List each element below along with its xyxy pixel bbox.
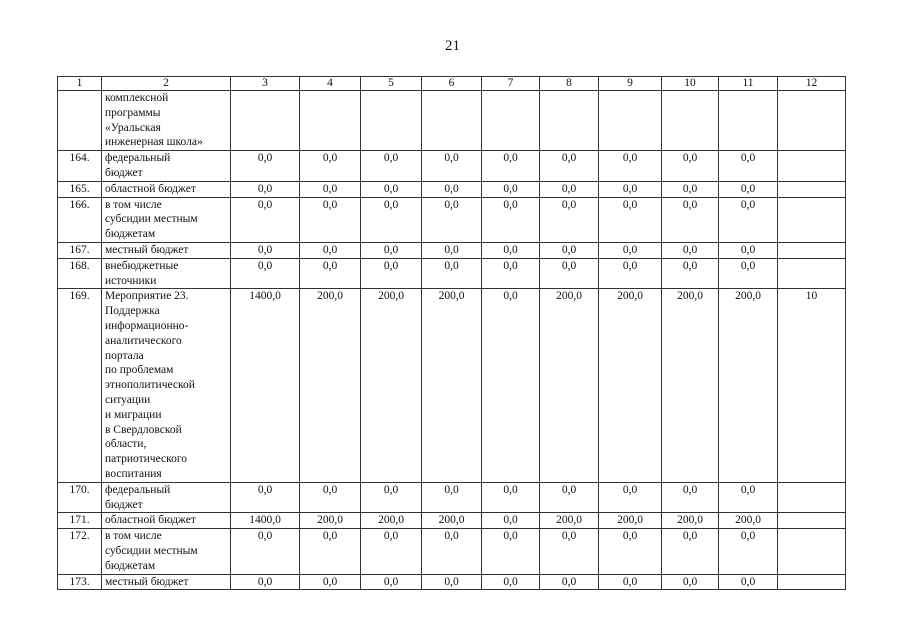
- value-cell-col-8: 0,0: [540, 258, 599, 289]
- value-cell-col-9: 0,0: [599, 482, 662, 513]
- description-line: бюджетам: [105, 228, 156, 241]
- value-cell-col-5: 0,0: [361, 258, 422, 289]
- description-line: портала: [105, 349, 144, 362]
- value-cell-col-6: 0,0: [422, 574, 482, 590]
- value-cell-col-7: [482, 91, 540, 151]
- value-cell-col-7: 0,0: [482, 482, 540, 513]
- description-line: Мероприятие 23.: [105, 290, 189, 303]
- table-row: [58, 513, 846, 529]
- value-cell-col-9: 0,0: [599, 574, 662, 590]
- value-cell-col-9: 0,0: [599, 242, 662, 258]
- value-cell-col-11: 0,0: [719, 151, 778, 182]
- value-cell-col-12: [778, 91, 846, 151]
- value-cell-col-10: 200,0: [662, 513, 719, 529]
- value-cell-col-8: 200,0: [540, 513, 599, 529]
- column-header-6: 6: [422, 77, 482, 91]
- value-cell-col-10: 0,0: [662, 181, 719, 197]
- value-cell-col-6: 0,0: [422, 258, 482, 289]
- value-cell-col-3: [231, 91, 300, 151]
- value-cell-col-7: 0,0: [482, 242, 540, 258]
- row-description: [102, 242, 231, 258]
- value-cell-col-10: 0,0: [662, 574, 719, 590]
- column-header-12: 12: [778, 77, 846, 91]
- value-cell-col-7: 0,0: [482, 151, 540, 182]
- description-line: этнополитической: [105, 379, 195, 392]
- row-number: 170.: [58, 482, 102, 513]
- value-cell-col-4: 200,0: [300, 289, 361, 482]
- value-cell-col-6: 0,0: [422, 529, 482, 574]
- value-cell-col-9: [599, 91, 662, 151]
- value-cell-col-9: 0,0: [599, 151, 662, 182]
- row-number: 171.: [58, 513, 102, 529]
- row-number: 169.: [58, 289, 102, 482]
- value-cell-col-10: 0,0: [662, 258, 719, 289]
- row-description: [102, 197, 231, 242]
- column-header-10: 10: [662, 77, 719, 91]
- row-number: 166.: [58, 197, 102, 242]
- value-cell-col-11: [719, 91, 778, 151]
- table-row: [58, 151, 846, 182]
- value-cell-col-4: [300, 91, 361, 151]
- column-header-3: 3: [231, 77, 300, 91]
- value-cell-col-7: 0,0: [482, 197, 540, 242]
- description-line: и миграции: [105, 408, 162, 421]
- table-row: [58, 91, 846, 151]
- page-number: 21: [445, 38, 460, 54]
- value-cell-col-7: 0,0: [482, 289, 540, 482]
- description-line: в том числе: [105, 198, 162, 211]
- table-row: [58, 529, 846, 574]
- row-number: 165.: [58, 181, 102, 197]
- description-line: патриотического: [105, 453, 188, 466]
- value-cell-col-12: [778, 482, 846, 513]
- value-cell-col-7: 0,0: [482, 513, 540, 529]
- column-header-11: 11: [719, 77, 778, 91]
- value-cell-col-11: 0,0: [719, 197, 778, 242]
- description-line: бюджетам: [105, 559, 156, 572]
- value-cell-col-3: 1400,0: [231, 513, 300, 529]
- description-line: программы: [105, 106, 161, 119]
- description-line: в том числе: [105, 530, 162, 543]
- value-cell-col-12: 10: [778, 289, 846, 482]
- value-cell-col-11: 0,0: [719, 258, 778, 289]
- value-cell-col-11: 0,0: [719, 181, 778, 197]
- value-cell-col-12: [778, 513, 846, 529]
- value-cell-col-9: 0,0: [599, 197, 662, 242]
- table-body: [58, 91, 846, 590]
- value-cell-col-5: 0,0: [361, 482, 422, 513]
- value-cell-col-11: 200,0: [719, 513, 778, 529]
- description-line: в Свердловской: [105, 423, 182, 436]
- table-row: [58, 242, 846, 258]
- value-cell-col-8: 0,0: [540, 482, 599, 513]
- row-description: [102, 513, 231, 529]
- value-cell-col-10: 0,0: [662, 151, 719, 182]
- value-cell-col-9: 0,0: [599, 258, 662, 289]
- description-line: аналитического: [105, 334, 182, 347]
- description-line: субсидии местным: [105, 544, 198, 557]
- description-line: источники: [105, 274, 157, 287]
- description-line: бюджет: [105, 498, 143, 511]
- value-cell-col-8: 0,0: [540, 197, 599, 242]
- value-cell-col-7: 0,0: [482, 529, 540, 574]
- value-cell-col-4: 0,0: [300, 258, 361, 289]
- value-cell-col-12: [778, 181, 846, 197]
- value-cell-col-4: 0,0: [300, 529, 361, 574]
- value-cell-col-7: 0,0: [482, 574, 540, 590]
- table-row: [58, 181, 846, 197]
- description-line: субсидии местным: [105, 213, 198, 226]
- description-line: по проблемам: [105, 364, 174, 377]
- value-cell-col-8: 0,0: [540, 574, 599, 590]
- row-description: [102, 574, 231, 590]
- value-cell-col-3: 0,0: [231, 574, 300, 590]
- value-cell-col-11: 200,0: [719, 289, 778, 482]
- description-line: инженерная школа»: [105, 136, 203, 149]
- value-cell-col-3: 1400,0: [231, 289, 300, 482]
- value-cell-col-7: 0,0: [482, 181, 540, 197]
- value-cell-col-12: [778, 258, 846, 289]
- table-row: [58, 574, 846, 590]
- row-description: [102, 482, 231, 513]
- value-cell-col-5: [361, 91, 422, 151]
- value-cell-col-6: 0,0: [422, 242, 482, 258]
- description-line: информационно-: [105, 319, 189, 332]
- value-cell-col-10: 0,0: [662, 482, 719, 513]
- row-description: [102, 91, 231, 151]
- description-line: воспитания: [105, 467, 162, 480]
- value-cell-col-5: 0,0: [361, 242, 422, 258]
- value-cell-col-5: 0,0: [361, 574, 422, 590]
- value-cell-col-9: 0,0: [599, 181, 662, 197]
- value-cell-col-5: 0,0: [361, 529, 422, 574]
- row-number: [58, 91, 102, 151]
- row-number: 168.: [58, 258, 102, 289]
- value-cell-col-8: 0,0: [540, 242, 599, 258]
- value-cell-col-7: 0,0: [482, 258, 540, 289]
- description-line: комплексной: [105, 92, 169, 104]
- value-cell-col-4: 0,0: [300, 151, 361, 182]
- description-line: внебюджетные: [105, 259, 179, 272]
- row-description: [102, 529, 231, 574]
- value-cell-col-12: [778, 242, 846, 258]
- description-line: местный бюджет: [105, 575, 189, 588]
- value-cell-col-4: 0,0: [300, 482, 361, 513]
- value-cell-col-3: 0,0: [231, 151, 300, 182]
- value-cell-col-3: 0,0: [231, 529, 300, 574]
- value-cell-col-10: 200,0: [662, 289, 719, 482]
- value-cell-col-4: 200,0: [300, 513, 361, 529]
- value-cell-col-11: 0,0: [719, 482, 778, 513]
- description-line: «Уральская: [105, 121, 161, 134]
- table-row: [58, 197, 846, 242]
- row-number: 172.: [58, 529, 102, 574]
- value-cell-col-6: 0,0: [422, 482, 482, 513]
- value-cell-col-11: 0,0: [719, 574, 778, 590]
- value-cell-col-8: 0,0: [540, 181, 599, 197]
- description-line: ситуации: [105, 393, 151, 406]
- column-header-1: 1: [58, 77, 102, 91]
- value-cell-col-8: 200,0: [540, 289, 599, 482]
- row-description: [102, 258, 231, 289]
- table-row: [58, 289, 846, 482]
- value-cell-col-9: 0,0: [599, 529, 662, 574]
- row-description: [102, 289, 231, 482]
- row-number: 167.: [58, 242, 102, 258]
- column-header-5: 5: [361, 77, 422, 91]
- value-cell-col-6: 200,0: [422, 513, 482, 529]
- row-number: 164.: [58, 151, 102, 182]
- row-description: [102, 181, 231, 197]
- description-line: областной бюджет: [105, 514, 196, 527]
- value-cell-col-6: 200,0: [422, 289, 482, 482]
- value-cell-col-11: 0,0: [719, 242, 778, 258]
- value-cell-col-12: [778, 529, 846, 574]
- value-cell-col-8: 0,0: [540, 529, 599, 574]
- description-line: бюджет: [105, 166, 143, 179]
- value-cell-col-3: 0,0: [231, 197, 300, 242]
- value-cell-col-5: 200,0: [361, 513, 422, 529]
- value-cell-col-6: [422, 91, 482, 151]
- value-cell-col-6: 0,0: [422, 197, 482, 242]
- value-cell-col-5: 0,0: [361, 197, 422, 242]
- value-cell-col-11: 0,0: [719, 529, 778, 574]
- column-header-9: 9: [599, 77, 662, 91]
- header-row: [58, 77, 846, 91]
- value-cell-col-10: [662, 91, 719, 151]
- value-cell-col-3: 0,0: [231, 181, 300, 197]
- value-cell-col-10: 0,0: [662, 242, 719, 258]
- row-description: [102, 151, 231, 182]
- value-cell-col-8: 0,0: [540, 151, 599, 182]
- column-header-2: 2: [102, 77, 231, 91]
- value-cell-col-4: 0,0: [300, 181, 361, 197]
- description-line: местный бюджет: [105, 243, 189, 256]
- description-line: областной бюджет: [105, 182, 196, 195]
- value-cell-col-10: 0,0: [662, 529, 719, 574]
- value-cell-col-4: 0,0: [300, 574, 361, 590]
- table-row: [58, 258, 846, 289]
- row-number: 173.: [58, 574, 102, 590]
- column-header-7: 7: [482, 77, 540, 91]
- column-header-4: 4: [300, 77, 361, 91]
- value-cell-col-5: 0,0: [361, 151, 422, 182]
- value-cell-col-12: [778, 197, 846, 242]
- table-row: [58, 482, 846, 513]
- value-cell-col-10: 0,0: [662, 197, 719, 242]
- description-line: федеральный: [105, 483, 171, 496]
- value-cell-col-4: 0,0: [300, 242, 361, 258]
- value-cell-col-3: 0,0: [231, 242, 300, 258]
- value-cell-col-6: 0,0: [422, 151, 482, 182]
- description-line: области,: [105, 438, 147, 451]
- value-cell-col-5: 200,0: [361, 289, 422, 482]
- value-cell-col-3: 0,0: [231, 258, 300, 289]
- value-cell-col-6: 0,0: [422, 181, 482, 197]
- value-cell-col-9: 200,0: [599, 513, 662, 529]
- description-line: Поддержка: [105, 305, 160, 318]
- value-cell-col-12: [778, 151, 846, 182]
- budget-table: [57, 76, 846, 590]
- description-line: федеральный: [105, 152, 171, 165]
- value-cell-col-4: 0,0: [300, 197, 361, 242]
- value-cell-col-5: 0,0: [361, 181, 422, 197]
- value-cell-col-12: [778, 574, 846, 590]
- value-cell-col-9: 200,0: [599, 289, 662, 482]
- column-header-8: 8: [540, 77, 599, 91]
- value-cell-col-3: 0,0: [231, 482, 300, 513]
- value-cell-col-8: [540, 91, 599, 151]
